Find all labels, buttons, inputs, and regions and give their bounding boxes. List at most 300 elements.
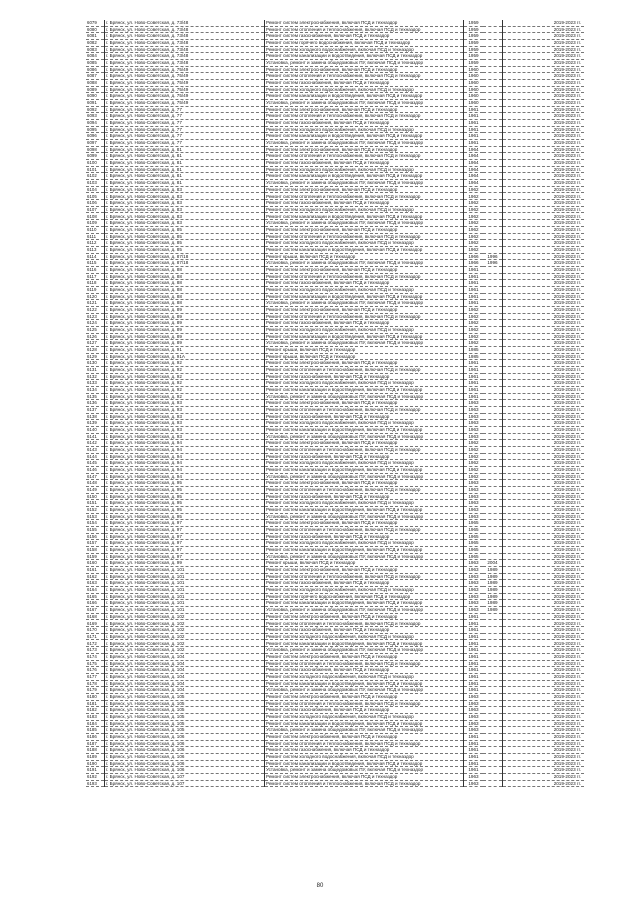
repair-year-cell xyxy=(483,133,503,140)
table-row xyxy=(86,613,584,620)
table-row xyxy=(86,246,584,253)
table-row xyxy=(86,200,584,207)
address-cell: г. Брянск, ул. Ново-Советская, д. 106 xyxy=(105,740,265,747)
repair-year-cell xyxy=(483,440,503,447)
address-cell: г. Брянск, ул. Ново-Советская, д. 105 xyxy=(105,720,265,727)
row-number: 6155 xyxy=(86,527,105,534)
table-row xyxy=(86,66,584,73)
row-number: 6129 xyxy=(86,353,105,360)
repair-year-cell: 1989 xyxy=(483,587,503,594)
row-number: 6097 xyxy=(86,140,105,147)
repair-year-cell xyxy=(483,393,503,400)
repair-year-cell xyxy=(483,53,503,60)
table-row xyxy=(86,346,584,353)
address-cell: г. Брянск, ул. Ново-Советская, д. 101 xyxy=(105,567,265,574)
build-year-cell: 1962 xyxy=(464,233,484,240)
row-number: 6181 xyxy=(86,700,105,707)
repair-year-cell xyxy=(483,673,503,680)
table-row xyxy=(86,380,584,387)
address-cell: г. Брянск, ул. Ново-Советская, д. 102 xyxy=(105,647,265,654)
table-row xyxy=(86,733,584,740)
build-year-cell: 1963 xyxy=(464,420,484,427)
repair-year-cell: 1996 xyxy=(483,253,503,260)
repair-year-cell xyxy=(483,740,503,747)
address-cell: г. Брянск, ул. Ново-Советская, д. 105 xyxy=(105,713,265,720)
planned-period-cell: 2019-2023 гг. xyxy=(503,780,585,787)
address-cell: г. Брянск, ул. Ново-Советская, д. 101 xyxy=(105,573,265,580)
table-row xyxy=(86,667,584,674)
table-row xyxy=(86,160,584,167)
planned-period-cell: 2019-2023 гг. xyxy=(503,93,585,100)
repair-year-cell xyxy=(483,386,503,393)
repair-year-cell xyxy=(483,413,503,420)
work-type-cell: Ремонт систем электроснабжения, включая ПСД и техназдор xyxy=(265,400,464,407)
repair-year-cell xyxy=(483,713,503,720)
row-number: 6125 xyxy=(86,326,105,333)
repair-year-cell xyxy=(483,400,503,407)
row-number: 6167 xyxy=(86,607,105,614)
work-type-cell: Ремонт систем отопления и теплоснабжения, включая ПСД и техназдор xyxy=(265,527,464,534)
planned-period-cell: 2019-2023 гг. xyxy=(503,667,585,674)
work-type-cell: Ремонт систем отопления и теплоснабжения, включая ПСД и техназдор xyxy=(265,366,464,373)
row-number: 6175 xyxy=(86,660,105,667)
address-cell: г. Брянск, ул. Ново-Советская, д. 81 xyxy=(105,160,265,167)
work-type-cell: Установка, ремонт и замена общедомовых ПУ, включая ПСД и техназдор xyxy=(265,647,464,654)
repair-year-cell xyxy=(483,86,503,93)
planned-period-cell: 2019-2023 гг. xyxy=(503,120,585,127)
repair-year-cell xyxy=(483,707,503,714)
planned-period-cell: 2019-2023 гг. xyxy=(503,720,585,727)
build-year-cell: 1964 xyxy=(464,166,484,173)
work-type-cell: Ремонт систем отопления и теплоснабжения, включая ПСД и техназдор xyxy=(265,73,464,80)
address-cell: г. Брянск, ул. Ново-Советская, д. 95 xyxy=(105,500,265,507)
row-number: 6174 xyxy=(86,653,105,660)
table-row xyxy=(86,753,584,760)
address-cell: г. Брянск, ул. Ново-Советская, д. 81 xyxy=(105,180,265,187)
row-number: 6136 xyxy=(86,400,105,407)
planned-period-cell: 2019-2023 гг. xyxy=(503,647,585,654)
planned-period-cell: 2019-2023 гг. xyxy=(503,447,585,454)
repair-year-cell: 1989 xyxy=(483,607,503,614)
work-type-cell: Ремонт систем горячего водоснабжения, включая ПСД и техназдор xyxy=(265,593,464,600)
work-type-cell: Ремонт систем отопления и теплоснабжения, включая ПСД и техназдор xyxy=(265,313,464,320)
repair-year-cell xyxy=(483,186,503,193)
work-type-cell: Ремонт систем электроснабжения, включая ПСД и техназдор xyxy=(265,773,464,780)
planned-period-cell: 2019-2023 гг. xyxy=(503,193,585,200)
address-cell: г. Брянск, ул. Ново-Советская, д. 94 xyxy=(105,467,265,474)
address-cell: г. Брянск, ул. Ново-Советская, д. 94 xyxy=(105,440,265,447)
table-row xyxy=(86,233,584,240)
row-number: 6123 xyxy=(86,313,105,320)
table-row xyxy=(86,540,584,547)
row-number: 6104 xyxy=(86,186,105,193)
row-number: 6139 xyxy=(86,420,105,427)
planned-period-cell: 2019-2023 гг. xyxy=(503,687,585,694)
row-number: 6179 xyxy=(86,687,105,694)
row-number: 6085 xyxy=(86,60,105,67)
planned-period-cell: 2019-2023 гг. xyxy=(503,480,585,487)
work-type-cell: Ремонт систем электроснабжения, включая ПСД и техназдор xyxy=(265,360,464,367)
planned-period-cell: 2019-2023 гг. xyxy=(503,713,585,720)
planned-period-cell: 2019-2023 гг. xyxy=(503,313,585,320)
address-cell: г. Брянск, ул. Ново-Советская, д. 97 xyxy=(105,547,265,554)
table-row xyxy=(86,567,584,574)
build-year-cell: 1963 xyxy=(464,773,484,780)
table-row xyxy=(86,260,584,267)
build-year-cell: 1961 xyxy=(464,673,484,680)
build-year-cell: 1963 xyxy=(464,727,484,734)
row-number: 6145 xyxy=(86,460,105,467)
table-row xyxy=(86,60,584,67)
table-row xyxy=(86,487,584,494)
table-row xyxy=(86,180,584,187)
work-type-cell: Ремонт систем канализации и водоотведения, включая ПСД и техназдор xyxy=(265,640,464,647)
build-year-cell: 1962 xyxy=(464,240,484,247)
repair-year-cell xyxy=(483,487,503,494)
build-year-cell: 1962 xyxy=(464,440,484,447)
build-year-cell: 1959 xyxy=(464,60,484,67)
work-type-cell: Ремонт систем отопления и теплоснабжения, включая ПСД и техназдор xyxy=(265,660,464,667)
row-number: 6094 xyxy=(86,120,105,127)
repair-year-cell xyxy=(483,320,503,327)
build-year-cell: 1962 xyxy=(464,340,484,347)
planned-period-cell: 2019-2023 гг. xyxy=(503,106,585,113)
build-year-cell: 1962 xyxy=(464,226,484,233)
repair-year-cell xyxy=(483,306,503,313)
work-type-cell: Ремонт систем канализации и водоотведения, включая ПСД и техназдор xyxy=(265,680,464,687)
table-row xyxy=(86,600,584,607)
table-row xyxy=(86,386,584,393)
address-cell: г. Брянск, ул. Ново-Советская, д. 97 xyxy=(105,527,265,534)
row-number: 6185 xyxy=(86,727,105,734)
address-cell: г. Брянск, ул. Ново-Советская, д. 107 xyxy=(105,773,265,780)
work-type-cell: Ремонт систем канализации и водоотведения, включая ПСД и техназдор xyxy=(265,760,464,767)
row-number: 6173 xyxy=(86,647,105,654)
row-number: 6126 xyxy=(86,333,105,340)
work-type-cell: Ремонт систем газоснабжения, включая ПСД и техназдор xyxy=(265,320,464,327)
repair-year-cell: 2004 xyxy=(483,560,503,567)
work-type-cell: Ремонт систем холодного водоснабжения, включая ПСД и техназдор xyxy=(265,673,464,680)
table-row xyxy=(86,300,584,307)
repair-year-cell xyxy=(483,453,503,460)
address-cell: г. Брянск, ул. Ново-Советская, д. 73/48 xyxy=(105,20,265,26)
row-number: 6137 xyxy=(86,406,105,413)
work-type-cell: Ремонт систем холодного водоснабжения, включая ПСД и техназдор xyxy=(265,500,464,507)
table-row xyxy=(86,593,584,600)
planned-period-cell: 2019-2023 гг. xyxy=(503,493,585,500)
table-row xyxy=(86,206,584,213)
table-row xyxy=(86,93,584,100)
repair-year-cell xyxy=(483,26,503,33)
row-number: 6099 xyxy=(86,153,105,160)
build-year-cell: 1961 xyxy=(464,273,484,280)
repair-year-cell xyxy=(483,747,503,754)
build-year-cell: 1965 xyxy=(464,533,484,540)
build-year-cell: 1961 xyxy=(464,140,484,147)
row-number: 6164 xyxy=(86,587,105,594)
table-row xyxy=(86,106,584,113)
work-type-cell: Ремонт систем холодного водоснабжения, включая ПСД и техназдор xyxy=(265,420,464,427)
build-year-cell: 1961 xyxy=(464,680,484,687)
table-row xyxy=(86,633,584,640)
repair-year-cell xyxy=(483,693,503,700)
table-row xyxy=(86,46,584,53)
repair-year-cell xyxy=(483,520,503,527)
work-type-cell: Ремонт систем отопления и теплоснабжения, включая ПСД и техназдор xyxy=(265,406,464,413)
row-number: 6169 xyxy=(86,620,105,627)
planned-period-cell: 2019-2023 гг. xyxy=(503,366,585,373)
table-row xyxy=(86,333,584,340)
build-year-cell: 1963 xyxy=(464,500,484,507)
row-number: 6110 xyxy=(86,226,105,233)
build-year-cell: 1963 xyxy=(464,580,484,587)
build-year-cell: 1961 xyxy=(464,120,484,127)
address-cell: г. Брянск, ул. Ново-Советская, д. 77 xyxy=(105,140,265,147)
row-number: 6119 xyxy=(86,286,105,293)
work-type-cell: Ремонт систем холодного водоснабжения, включая ПСД и техназдор xyxy=(265,380,464,387)
table-row xyxy=(86,660,584,667)
row-number: 6148 xyxy=(86,480,105,487)
address-cell: г. Брянск, ул. Ново-Советская, д. 107 xyxy=(105,780,265,787)
address-cell: г. Брянск, ул. Ново-Советская, д. 95 xyxy=(105,487,265,494)
address-cell: г. Брянск, ул. Ново-Советская, д. 101 xyxy=(105,580,265,587)
work-type-cell: Ремонт систем газоснабжения, включая ПСД и техназдор xyxy=(265,707,464,714)
planned-period-cell: 2019-2023 гг. xyxy=(503,507,585,514)
address-cell: г. Брянск, ул. Ново-Советская, д. 83 xyxy=(105,200,265,207)
planned-period-cell: 2019-2023 гг. xyxy=(503,767,585,774)
address-cell: г. Брянск, ул. Ново-Советская, д. 73/48 xyxy=(105,53,265,60)
row-number: 6134 xyxy=(86,386,105,393)
planned-period-cell: 2019-2023 гг. xyxy=(503,340,585,347)
repair-year-cell xyxy=(483,120,503,127)
address-cell: г. Брянск, ул. Ново-Советская, д. 102 xyxy=(105,633,265,640)
table-row xyxy=(86,553,584,560)
table-row xyxy=(86,693,584,700)
row-number: 6190 xyxy=(86,760,105,767)
row-number: 6151 xyxy=(86,500,105,507)
row-number: 6121 xyxy=(86,300,105,307)
build-year-cell: 1959 xyxy=(464,20,484,26)
repair-year-cell xyxy=(483,760,503,767)
work-type-cell: Ремонт систем канализации и водоотведения, включая ПСД и техназдор xyxy=(265,386,464,393)
repair-year-cell xyxy=(483,193,503,200)
build-year-cell: 1960 xyxy=(464,73,484,80)
row-number: 6135 xyxy=(86,393,105,400)
planned-period-cell: 2019-2023 гг. xyxy=(503,60,585,67)
address-cell: г. Брянск, ул. Ново-Советская, д. 104 xyxy=(105,673,265,680)
work-type-cell: Ремонт систем холодного водоснабжения, включая ПСД и техназдор xyxy=(265,126,464,133)
build-year-cell: 1960 xyxy=(464,80,484,87)
repair-year-cell xyxy=(483,273,503,280)
planned-period-cell: 2019-2023 гг. xyxy=(503,173,585,180)
planned-period-cell: 2019-2023 гг. xyxy=(503,527,585,534)
build-year-cell: 1965 xyxy=(464,527,484,534)
planned-period-cell: 2019-2023 гг. xyxy=(503,66,585,73)
planned-period-cell: 2019-2023 гг. xyxy=(503,693,585,700)
table-row xyxy=(86,580,584,587)
planned-period-cell: 2019-2023 гг. xyxy=(503,540,585,547)
build-year-cell: 1959 xyxy=(464,46,484,53)
build-year-cell: 1961 xyxy=(464,280,484,287)
work-type-cell: Ремонт систем холодного водоснабжения, включая ПСД и техназдор xyxy=(265,86,464,93)
work-type-cell: Ремонт систем канализации и водоотведения, включая ПСД и техназдор xyxy=(265,333,464,340)
work-type-cell: Ремонт систем отопления и теплоснабжения, включая ПСД и техназдор xyxy=(265,620,464,627)
address-cell: г. Брянск, ул. Ново-Советская, д. 92 xyxy=(105,380,265,387)
build-year-cell: 1961 xyxy=(464,633,484,640)
row-number: 6111 xyxy=(86,233,105,240)
build-year-cell: 1961 xyxy=(464,667,484,674)
work-type-cell: Ремонт систем электроснабжения, включая ПСД и техназдор xyxy=(265,226,464,233)
table-row xyxy=(86,433,584,440)
row-number: 6131 xyxy=(86,366,105,373)
repair-year-cell xyxy=(483,667,503,674)
build-year-cell: 1961 xyxy=(464,386,484,393)
work-type-cell: Ремонт систем газоснабжения, включая ПСД и техназдор xyxy=(265,33,464,40)
address-cell: г. Брянск, ул. Ново-Советская, д. 88 xyxy=(105,273,265,280)
table-row xyxy=(86,240,584,247)
work-type-cell: Ремонт систем электроснабжения, включая ПСД и техназдор xyxy=(265,480,464,487)
repair-year-cell xyxy=(483,300,503,307)
table-row xyxy=(86,53,584,60)
address-cell: г. Брянск, ул. Ново-Советская, д. 92 xyxy=(105,393,265,400)
address-cell: г. Брянск, ул. Ново-Советская, д. 97 xyxy=(105,533,265,540)
row-number: 6177 xyxy=(86,673,105,680)
row-number: 6138 xyxy=(86,413,105,420)
planned-period-cell: 2019-2023 гг. xyxy=(503,413,585,420)
work-type-cell: Ремонт систем холодного водоснабжения, включая ПСД и техназдор xyxy=(265,540,464,547)
planned-period-cell: 2019-2023 гг. xyxy=(503,727,585,734)
build-year-cell: 1963 xyxy=(464,513,484,520)
row-number: 6186 xyxy=(86,733,105,740)
work-type-cell: Ремонт систем канализации и водоотведения, включая ПСД и техназдор xyxy=(265,600,464,607)
build-year-cell: 1962 xyxy=(464,467,484,474)
repair-year-cell xyxy=(483,266,503,273)
work-type-cell: Ремонт крыши, включая ПСД и техназдор xyxy=(265,353,464,360)
repair-year-cell xyxy=(483,280,503,287)
planned-period-cell: 2019-2023 гг. xyxy=(503,440,585,447)
row-number: 6122 xyxy=(86,306,105,313)
address-cell: г. Брянск, ул. Ново-Советская, д. 88 xyxy=(105,266,265,273)
planned-period-cell: 2019-2023 гг. xyxy=(503,760,585,767)
row-number: 6166 xyxy=(86,600,105,607)
planned-period-cell: 2019-2023 гг. xyxy=(503,326,585,333)
repair-year-cell xyxy=(483,166,503,173)
build-year-cell: 1965 xyxy=(464,547,484,554)
table-row xyxy=(86,80,584,87)
work-type-cell: Ремонт систем электроснабжения, включая ПСД и техназдор xyxy=(265,146,464,153)
build-year-cell: 1963 xyxy=(464,406,484,413)
repair-year-cell xyxy=(483,140,503,147)
address-cell: г. Брянск, ул. Ново-Советская, д. 89 xyxy=(105,326,265,333)
planned-period-cell: 2019-2023 гг. xyxy=(503,280,585,287)
row-number: 6161 xyxy=(86,567,105,574)
build-year-cell: 1961 xyxy=(464,747,484,754)
work-type-cell: Установка, ремонт и замена общедомовых ПУ, включая ПСД и техназдор xyxy=(265,140,464,147)
row-number: 6178 xyxy=(86,680,105,687)
table-row xyxy=(86,500,584,507)
work-type-cell: Ремонт систем канализации и водоотведения, включая ПСД и техназдор xyxy=(265,213,464,220)
build-year-cell: 1960 xyxy=(464,86,484,93)
table-row xyxy=(86,273,584,280)
table-row xyxy=(86,306,584,313)
address-cell: г. Брянск, ул. Ново-Советская, д. 75/49 xyxy=(105,100,265,107)
work-type-cell: Ремонт систем отопления и теплоснабжения, включая ПСД и техназдор xyxy=(265,487,464,494)
address-cell: г. Брянск, ул. Ново-Советская, д. 93 xyxy=(105,400,265,407)
repair-year-cell xyxy=(483,680,503,687)
row-number: 6098 xyxy=(86,146,105,153)
row-number: 6091 xyxy=(86,100,105,107)
row-number: 6088 xyxy=(86,80,105,87)
planned-period-cell: 2019-2023 гг. xyxy=(503,433,585,440)
build-year-cell: 1961 xyxy=(464,106,484,113)
address-cell: г. Брянск, ул. Ново-Советская, д. 104 xyxy=(105,667,265,674)
row-number: 6133 xyxy=(86,380,105,387)
address-cell: г. Брянск, ул. Ново-Советская, д. 94 xyxy=(105,460,265,467)
address-cell: г. Брянск, ул. Ново-Советская, д. 81 xyxy=(105,166,265,173)
table-row xyxy=(86,73,584,80)
table-row xyxy=(86,133,584,140)
row-number: 6159 xyxy=(86,553,105,560)
repair-year-cell: 1989 xyxy=(483,600,503,607)
repair-year-cell xyxy=(483,66,503,73)
row-number: 6182 xyxy=(86,707,105,714)
repair-year-cell xyxy=(483,353,503,360)
work-type-cell: Ремонт систем электроснабжения, включая ПСД и техназдор xyxy=(265,306,464,313)
address-cell: г. Брянск, ул. Ново-Советская, д. 77 xyxy=(105,120,265,127)
build-year-cell: 1962 xyxy=(464,460,484,467)
table-row xyxy=(86,627,584,634)
table-row xyxy=(86,560,584,567)
planned-period-cell: 2019-2023 гг. xyxy=(503,53,585,60)
repair-year-cell xyxy=(483,540,503,547)
work-type-cell: Ремонт систем электроснабжения, включая ПСД и техназдор xyxy=(265,266,464,273)
build-year-cell: 1964 xyxy=(464,173,484,180)
table-row xyxy=(86,26,584,33)
work-type-cell: Ремонт систем холодного водоснабжения, включая ПСД и техназдор xyxy=(265,633,464,640)
build-year-cell: 1961 xyxy=(464,293,484,300)
row-number: 6142 xyxy=(86,440,105,447)
table-row xyxy=(86,120,584,127)
row-number: 6170 xyxy=(86,627,105,634)
build-year-cell: 1962 xyxy=(464,186,484,193)
planned-period-cell: 2019-2023 гг. xyxy=(503,40,585,47)
address-cell: г. Брянск, ул. Ново-Советская, д. 104 xyxy=(105,653,265,660)
build-year-cell: 1962 xyxy=(464,447,484,454)
repair-year-cell xyxy=(483,433,503,440)
table-row xyxy=(86,280,584,287)
work-type-cell: Ремонт систем отопления и теплоснабжения, включая ПСД и техназдор xyxy=(265,113,464,120)
build-year-cell: 1962 xyxy=(464,313,484,320)
address-cell: г. Брянск, ул. Ново-Советская, д. 97 xyxy=(105,553,265,560)
table-row xyxy=(86,113,584,120)
planned-period-cell: 2019-2023 гг. xyxy=(503,320,585,327)
table-row xyxy=(86,140,584,147)
build-year-cell: 1961 xyxy=(464,627,484,634)
row-number: 6163 xyxy=(86,580,105,587)
repair-year-cell xyxy=(483,660,503,667)
build-year-cell: 1965 xyxy=(464,520,484,527)
table-row xyxy=(86,760,584,767)
table-row xyxy=(86,493,584,500)
row-number: 6118 xyxy=(86,280,105,287)
work-type-cell: Ремонт систем электроснабжения, включая ПСД и техназдор xyxy=(265,440,464,447)
row-number: 6101 xyxy=(86,166,105,173)
planned-period-cell: 2019-2023 гг. xyxy=(503,373,585,380)
build-year-cell: 1961 xyxy=(464,660,484,667)
table-row xyxy=(86,533,584,540)
repair-year-cell xyxy=(483,533,503,540)
work-type-cell: Ремонт систем отопления и теплоснабжения, включая ПСД и техназдор xyxy=(265,447,464,454)
